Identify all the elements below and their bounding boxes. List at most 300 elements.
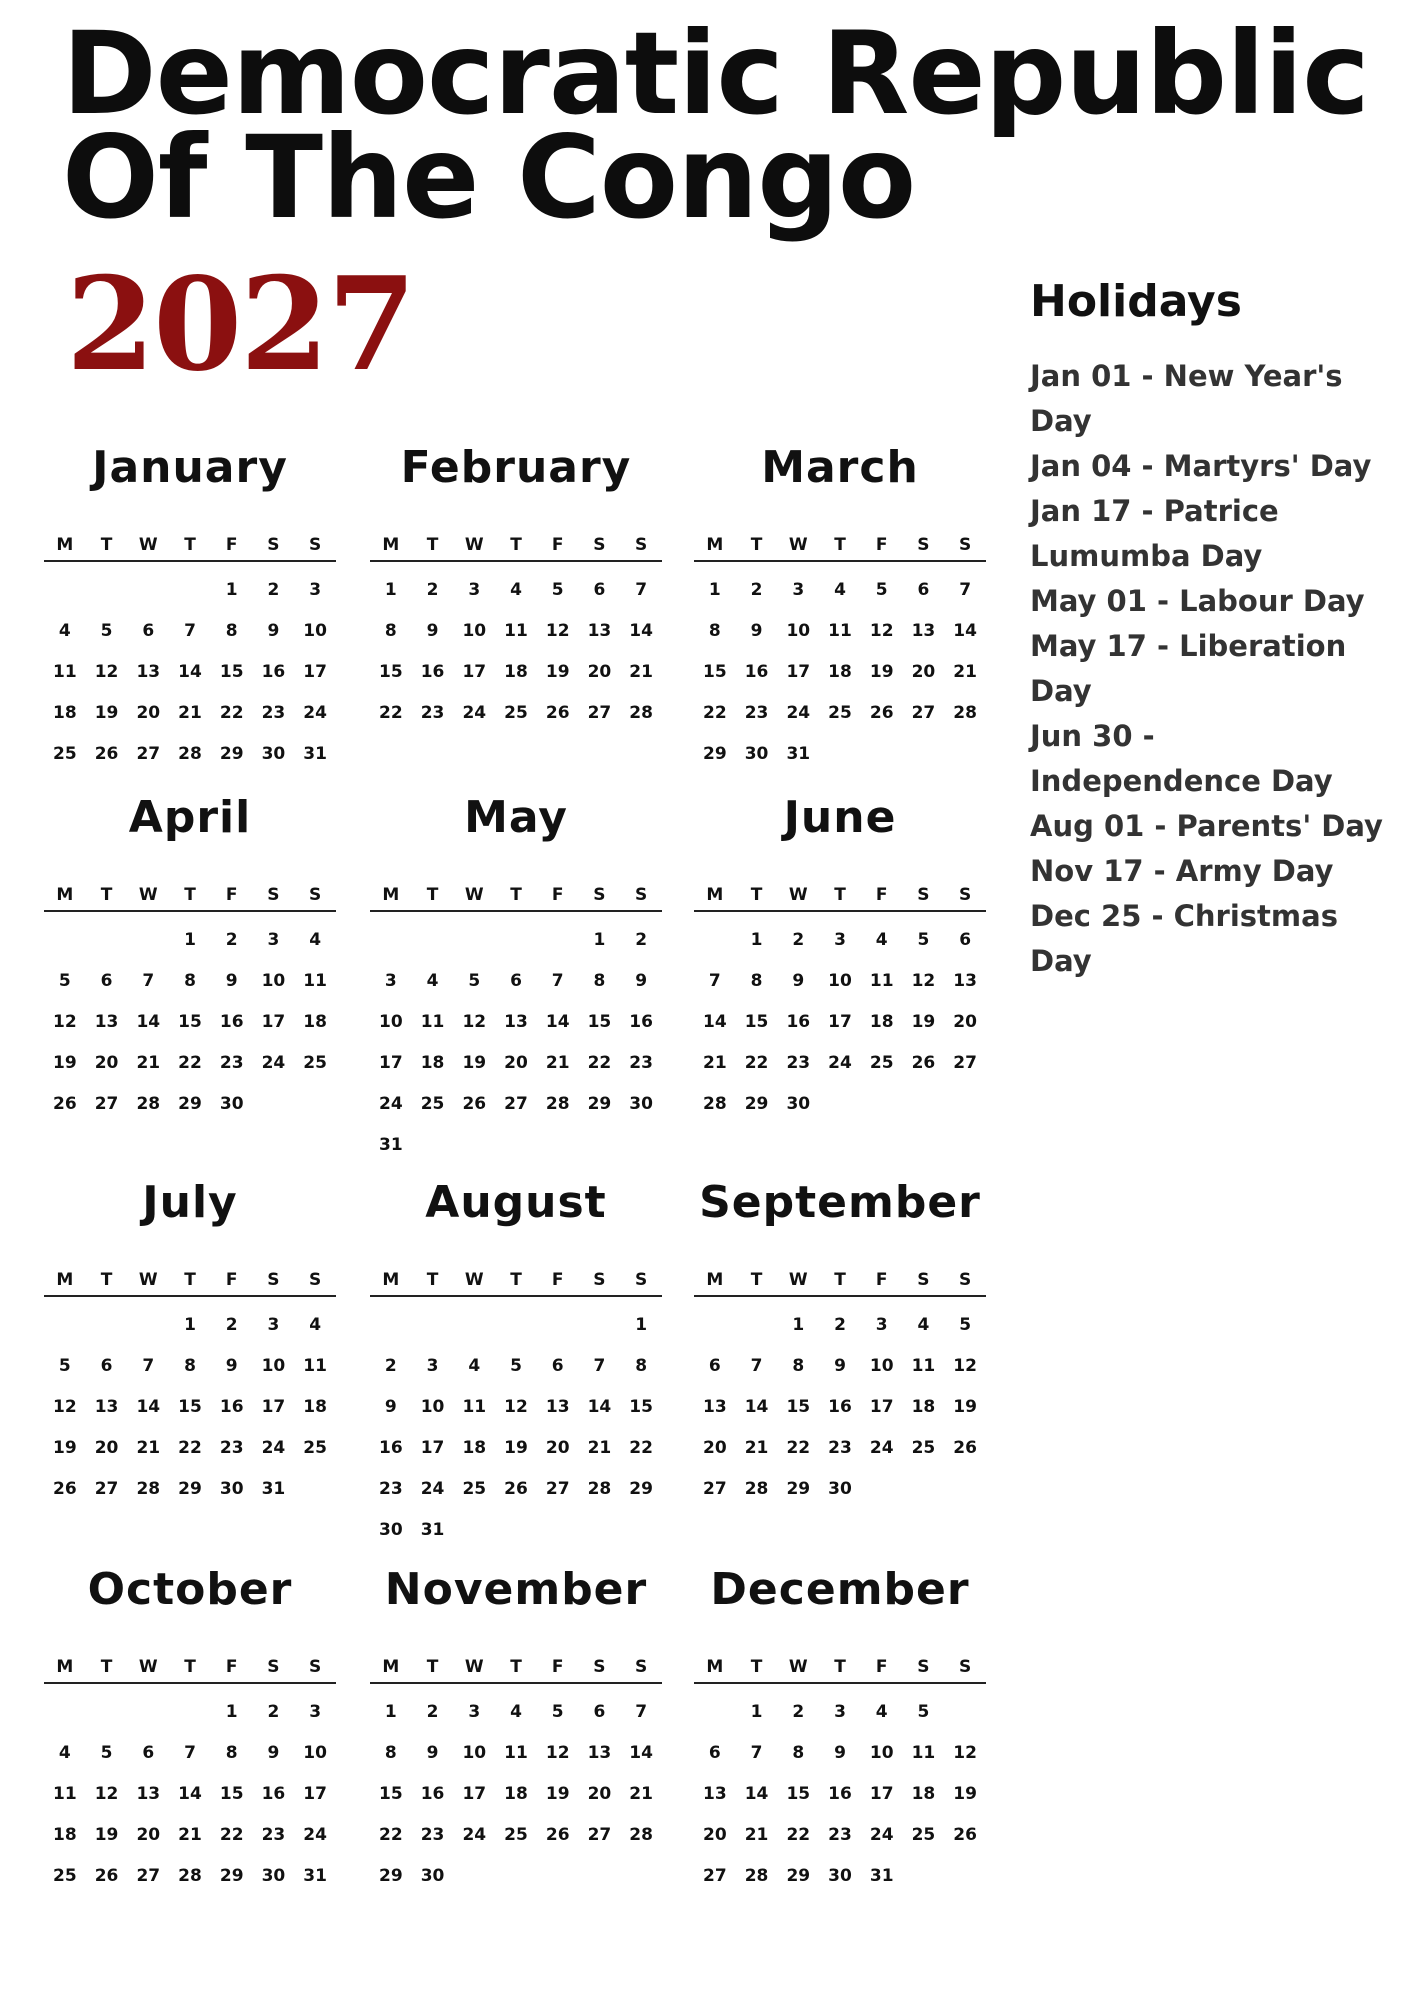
day-cell: 28 [629, 703, 653, 723]
holiday-item: Jun 30 - Independence Day [1030, 719, 1333, 798]
weekday-header [694, 882, 986, 912]
day-cell [537, 1510, 579, 1551]
weekday-label: T [750, 885, 763, 905]
day-cell: 22 [786, 1438, 811, 1458]
day-cell: 1 [184, 1315, 196, 1335]
day-cell: 17 [303, 662, 327, 682]
weekday-label: M [56, 1270, 74, 1290]
week-row [44, 1428, 336, 1469]
day-cell: 4 [510, 580, 522, 600]
day-cell: 20 [587, 1784, 612, 1804]
day-cell: 3 [426, 1356, 439, 1376]
week-row [44, 611, 336, 652]
day-cell: 20 [953, 1012, 977, 1032]
month-name: July [142, 1177, 238, 1228]
month-name: January [92, 442, 288, 493]
day-cell: 23 [828, 1438, 852, 1458]
day-cell: 7 [635, 1702, 648, 1722]
day-cell: 16 [219, 1397, 244, 1417]
day-cell: 31 [379, 1135, 403, 1155]
day-cell: 23 [629, 1053, 653, 1073]
day-cell: 13 [953, 971, 977, 991]
week-row [44, 570, 336, 611]
day-cell: 9 [834, 1743, 846, 1763]
day-cell: 4 [875, 1702, 888, 1722]
day-cell: 17 [379, 1053, 403, 1073]
day-cell: 18 [303, 1012, 327, 1032]
holiday-item: May 17 - Liberation Day [1030, 629, 1347, 708]
weeks [44, 570, 336, 775]
week-row [370, 1856, 662, 1897]
holiday-item: Dec 25 - Christmas Day [1030, 899, 1338, 978]
day-cell: 11 [504, 621, 528, 641]
weekday-label: S [309, 1270, 322, 1290]
day-cell: 30 [379, 1520, 403, 1540]
day-cell: 5 [100, 1743, 113, 1763]
month-name: February [400, 442, 632, 493]
day-cell: 22 [629, 1438, 653, 1458]
day-cell: 21 [587, 1438, 612, 1458]
weekday-header [44, 1654, 336, 1684]
day-cell: 3 [875, 1315, 888, 1335]
day-cell: 9 [834, 1356, 846, 1376]
weekday-header [44, 882, 336, 912]
day-cell: 20 [94, 1053, 119, 1073]
day-cell: 16 [420, 1784, 445, 1804]
weekday-label: F [551, 535, 564, 555]
day-cell: 3 [309, 580, 322, 600]
weekday-label: T [426, 1657, 439, 1677]
week-row [694, 1469, 986, 1510]
day-cell [86, 1305, 128, 1346]
week-row [44, 693, 336, 734]
day-cell: 15 [629, 1397, 653, 1417]
weekday-label: S [917, 1270, 930, 1290]
day-cell: 29 [629, 1479, 653, 1499]
day-cell: 1 [792, 1315, 805, 1335]
day-cell: 29 [178, 1479, 202, 1499]
day-cell: 18 [911, 1784, 936, 1804]
week-row [370, 961, 662, 1002]
day-cell: 5 [551, 1702, 564, 1722]
day-cell: 27 [94, 1479, 119, 1499]
weekday-label: T [184, 885, 196, 905]
day-cell: 7 [635, 580, 648, 600]
day-cell: 9 [267, 1743, 280, 1763]
day-cell [903, 1856, 945, 1897]
weekday-label: F [225, 885, 238, 905]
day-cell: 13 [703, 1397, 727, 1417]
weekday-label: W [788, 1657, 808, 1677]
week-row [694, 1692, 986, 1733]
week-row [694, 1084, 986, 1125]
week-row [370, 1774, 662, 1815]
day-cell: 9 [750, 621, 763, 641]
weekday-header [370, 1267, 662, 1297]
week-row [694, 652, 986, 693]
day-cell [453, 920, 495, 961]
weekday-label: T [750, 1270, 763, 1290]
day-cell: 24 [303, 1825, 327, 1845]
day-cell: 6 [142, 1743, 155, 1763]
day-cell: 12 [545, 1743, 570, 1763]
day-cell: 21 [744, 1438, 769, 1458]
weekday-label: M [56, 885, 74, 905]
day-cell: 4 [834, 580, 846, 600]
day-cell: 23 [219, 1053, 244, 1073]
day-cell: 26 [545, 703, 570, 723]
day-cell: 20 [911, 662, 936, 682]
day-cell [620, 1510, 662, 1551]
day-cell: 7 [750, 1356, 763, 1376]
weekday-label: T [834, 1270, 846, 1290]
day-cell: 1 [750, 930, 763, 950]
weekday-header [694, 532, 986, 562]
day-cell: 28 [744, 1866, 769, 1886]
day-cell: 30 [261, 1866, 286, 1886]
weekday-label: W [788, 535, 808, 555]
day-cell: 6 [593, 580, 606, 600]
day-cell: 10 [869, 1356, 894, 1376]
day-cell: 2 [635, 930, 648, 950]
day-cell: 28 [587, 1479, 612, 1499]
day-cell: 21 [629, 662, 653, 682]
day-cell: 12 [53, 1012, 77, 1032]
month-december [694, 1562, 986, 1897]
weeks [44, 920, 336, 1125]
day-cell: 10 [303, 621, 327, 641]
weekday-label: T [100, 535, 113, 555]
day-cell: 1 [184, 930, 196, 950]
week-row [370, 1305, 662, 1346]
weekday-label: F [225, 1270, 238, 1290]
day-cell: 25 [911, 1825, 936, 1845]
day-cell: 28 [136, 1479, 161, 1499]
weekday-label: M [382, 885, 400, 905]
day-cell: 10 [828, 971, 852, 991]
day-cell: 12 [869, 621, 894, 641]
day-cell: 5 [468, 971, 481, 991]
day-cell: 16 [786, 1012, 811, 1032]
day-cell: 11 [911, 1743, 936, 1763]
day-cell: 17 [303, 1784, 327, 1804]
weeks [694, 1305, 986, 1510]
weekday-label: S [635, 1270, 648, 1290]
day-cell: 22 [379, 1825, 403, 1845]
day-cell: 23 [786, 1053, 811, 1073]
weekday-label: S [959, 885, 972, 905]
day-cell: 29 [786, 1479, 811, 1499]
weekday-label: T [834, 535, 846, 555]
weekday-label: T [510, 535, 522, 555]
day-cell: 7 [184, 1743, 196, 1763]
day-cell: 18 [911, 1397, 936, 1417]
day-cell: 1 [225, 580, 238, 600]
week-row [44, 1346, 336, 1387]
day-cell: 8 [750, 971, 763, 991]
day-cell: 15 [178, 1012, 202, 1032]
day-cell: 16 [261, 1784, 286, 1804]
day-cell: 11 [53, 662, 77, 682]
day-cell: 22 [379, 703, 403, 723]
day-cell: 27 [953, 1053, 977, 1073]
day-cell: 25 [504, 1825, 528, 1845]
holiday-item: Jan 17 - Patrice Lumumba Day [1030, 494, 1279, 573]
weekday-label: S [593, 535, 606, 555]
day-cell: 8 [384, 621, 397, 641]
day-cell: 6 [708, 1743, 721, 1763]
day-cell [903, 1469, 945, 1510]
day-cell: 31 [261, 1479, 286, 1499]
holiday-item: Jan 01 - New Year's Day [1030, 359, 1343, 438]
day-cell: 26 [911, 1053, 936, 1073]
day-cell: 8 [225, 1743, 238, 1763]
day-cell: 27 [136, 744, 161, 764]
day-cell: 4 [309, 1315, 322, 1335]
month-name: September [699, 1177, 981, 1228]
day-cell: 14 [587, 1397, 612, 1417]
week-row [44, 1469, 336, 1510]
month-may [370, 790, 662, 1166]
day-cell: 19 [953, 1397, 977, 1417]
day-cell: 8 [708, 621, 721, 641]
day-cell: 22 [703, 703, 727, 723]
day-cell: 20 [94, 1438, 119, 1458]
day-cell: 17 [261, 1397, 286, 1417]
day-cell: 23 [379, 1479, 403, 1499]
weekday-label: F [225, 1657, 238, 1677]
day-cell: 3 [309, 1702, 322, 1722]
day-cell: 24 [303, 703, 327, 723]
title-line-2: Of The Congo [62, 111, 916, 244]
weekday-header [370, 1654, 662, 1684]
weekday-label: S [635, 1657, 648, 1677]
calendar-title [62, 7, 1402, 244]
month-name: October [87, 1564, 293, 1615]
day-cell: 10 [379, 1012, 403, 1032]
day-cell: 30 [629, 1094, 653, 1114]
day-cell: 13 [136, 1784, 161, 1804]
day-cell: 2 [384, 1356, 397, 1376]
day-cell: 9 [426, 1743, 439, 1763]
day-cell: 6 [510, 971, 522, 991]
day-cell [169, 570, 211, 611]
weeks [694, 570, 986, 775]
week-row [694, 920, 986, 961]
weekday-label: F [875, 535, 888, 555]
weekday-label: F [225, 535, 238, 555]
day-cell [412, 1125, 454, 1166]
day-cell: 22 [219, 1825, 244, 1845]
week-row [44, 961, 336, 1002]
day-cell: 16 [744, 662, 769, 682]
day-cell: 29 [744, 1094, 769, 1114]
day-cell: 8 [792, 1356, 805, 1376]
day-cell: 14 [629, 1743, 653, 1763]
day-cell: 25 [303, 1053, 327, 1073]
week-row [694, 1002, 986, 1043]
day-cell [903, 1084, 945, 1125]
weekday-label: W [464, 1657, 484, 1677]
week-row [370, 611, 662, 652]
day-cell: 4 [875, 930, 888, 950]
day-cell: 2 [267, 580, 280, 600]
day-cell: 9 [225, 1356, 238, 1376]
weekday-label: S [959, 1270, 972, 1290]
month-march [694, 440, 986, 775]
day-cell: 13 [587, 621, 612, 641]
month-september [694, 1175, 986, 1510]
day-cell [294, 1084, 336, 1125]
day-cell: 19 [462, 1053, 487, 1073]
day-cell [944, 1692, 986, 1733]
month-august [370, 1175, 662, 1551]
day-cell: 5 [58, 1356, 71, 1376]
day-cell: 18 [462, 1438, 487, 1458]
weeks [694, 1692, 986, 1897]
day-cell: 2 [225, 930, 238, 950]
day-cell [579, 1510, 621, 1551]
day-cell: 19 [545, 1784, 570, 1804]
day-cell: 17 [420, 1438, 445, 1458]
day-cell: 27 [545, 1479, 570, 1499]
day-cell: 9 [267, 621, 280, 641]
weekday-label: M [382, 1657, 400, 1677]
day-cell: 18 [504, 1784, 528, 1804]
day-cell [412, 1305, 454, 1346]
day-cell: 3 [468, 580, 481, 600]
weekday-label: W [788, 1270, 808, 1290]
weekday-label: F [875, 885, 888, 905]
day-cell: 13 [545, 1397, 570, 1417]
day-cell: 17 [869, 1397, 894, 1417]
day-cell: 8 [635, 1356, 648, 1376]
day-cell: 11 [462, 1397, 487, 1417]
day-cell [495, 1305, 537, 1346]
day-cell: 11 [911, 1356, 936, 1376]
day-cell [944, 1084, 986, 1125]
month-name: June [783, 792, 897, 843]
weeks [370, 1692, 662, 1897]
day-cell: 13 [94, 1397, 119, 1417]
weekday-label: M [706, 1270, 724, 1290]
day-cell: 26 [94, 744, 119, 764]
holidays-list [1030, 354, 1390, 984]
weekday-label: T [184, 1657, 196, 1677]
day-cell: 24 [420, 1479, 445, 1499]
day-cell: 12 [94, 662, 119, 682]
weekday-label: T [100, 1657, 113, 1677]
week-row [694, 1733, 986, 1774]
day-cell: 29 [786, 1866, 811, 1886]
day-cell: 27 [703, 1479, 727, 1499]
day-cell: 14 [744, 1397, 769, 1417]
day-cell: 24 [379, 1094, 403, 1114]
weekday-label: T [834, 1657, 846, 1677]
day-cell: 13 [136, 662, 161, 682]
month-name: March [761, 442, 919, 493]
day-cell: 15 [219, 662, 244, 682]
day-cell: 12 [953, 1743, 977, 1763]
day-cell: 19 [911, 1012, 936, 1032]
month-october [44, 1562, 336, 1897]
day-cell: 31 [303, 1866, 327, 1886]
day-cell: 27 [136, 1866, 161, 1886]
day-cell: 18 [828, 662, 852, 682]
day-cell: 6 [593, 1702, 606, 1722]
day-cell: 23 [420, 1825, 445, 1845]
week-row [44, 1692, 336, 1733]
day-cell: 6 [100, 1356, 113, 1376]
day-cell: 7 [551, 971, 564, 991]
week-row [44, 1043, 336, 1084]
day-cell [86, 1692, 128, 1733]
day-cell: 11 [828, 621, 852, 641]
day-cell: 20 [703, 1438, 727, 1458]
day-cell: 2 [267, 1702, 280, 1722]
weekday-label: S [593, 1657, 606, 1677]
day-cell [127, 1692, 169, 1733]
day-cell: 18 [869, 1012, 894, 1032]
day-cell: 21 [178, 703, 202, 723]
day-cell: 20 [504, 1053, 528, 1073]
week-row [370, 1084, 662, 1125]
weekday-label: W [788, 885, 808, 905]
weekday-label: W [464, 885, 484, 905]
holiday-item: Jan 04 - Martyrs' Day [1030, 449, 1372, 483]
day-cell: 4 [468, 1356, 481, 1376]
day-cell: 21 [136, 1053, 161, 1073]
week-row [370, 1510, 662, 1551]
weekday-label: W [138, 1270, 158, 1290]
weekday-label: M [706, 1657, 724, 1677]
day-cell: 24 [869, 1438, 894, 1458]
day-cell: 22 [178, 1053, 202, 1073]
day-cell: 10 [261, 1356, 286, 1376]
day-cell: 28 [178, 744, 202, 764]
weekday-header [44, 532, 336, 562]
day-cell: 21 [178, 1825, 202, 1845]
day-cell: 6 [100, 971, 113, 991]
day-cell: 22 [744, 1053, 769, 1073]
day-cell: 21 [744, 1825, 769, 1845]
day-cell [86, 570, 128, 611]
day-cell: 4 [426, 971, 439, 991]
day-cell [44, 570, 86, 611]
day-cell: 10 [462, 621, 487, 641]
day-cell: 27 [703, 1866, 727, 1886]
day-cell: 11 [869, 971, 894, 991]
day-cell: 5 [917, 930, 930, 950]
day-cell: 10 [786, 621, 811, 641]
week-row [370, 693, 662, 734]
weekday-label: S [309, 1657, 322, 1677]
day-cell: 29 [219, 1866, 244, 1886]
weekday-header [370, 532, 662, 562]
day-cell: 15 [587, 1012, 612, 1032]
day-cell [620, 1125, 662, 1166]
day-cell: 10 [869, 1743, 894, 1763]
weeks [370, 920, 662, 1166]
day-cell: 12 [504, 1397, 528, 1417]
month-november [370, 1562, 662, 1897]
day-cell: 3 [834, 930, 846, 950]
weekday-label: T [426, 1270, 439, 1290]
day-cell [537, 1125, 579, 1166]
day-cell: 24 [869, 1825, 894, 1845]
weekday-label: F [875, 1270, 888, 1290]
week-row [370, 1125, 662, 1166]
